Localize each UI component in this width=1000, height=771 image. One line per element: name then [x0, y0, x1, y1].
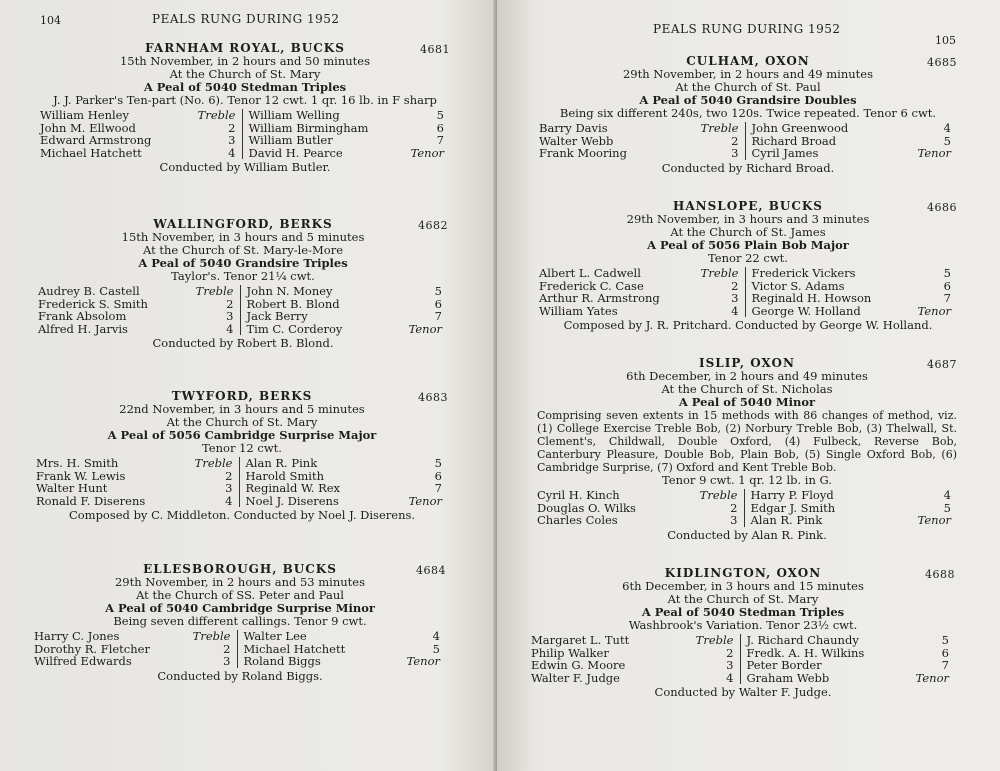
running-header: PEALS RUNG DURING 1952 — [653, 22, 841, 36]
peal-place: KIDLINGTON, OXON 4688 — [664, 566, 955, 581]
ringer-row: Frederick C. Case 2 — [539, 278, 739, 293]
peal-place: FARNHAM ROYAL, BUCKS 4681 — [145, 41, 450, 56]
ringer-row: Walter Lee 4 — [243, 629, 440, 643]
peal-entry — [38, 218, 448, 350]
peal-church: At the Church of St. Nicholas — [661, 382, 833, 396]
ringer-row: Margaret L. Tutt Treble — [531, 633, 734, 647]
ringer-row: David H. Pearce Tenor — [248, 145, 444, 160]
peal-conductor: Conducted by Alan R. Pink. — [667, 527, 827, 542]
running-header: PEALS RUNG DURING 1952 — [152, 12, 340, 26]
ringers-table — [531, 634, 955, 684]
peal-details: J. J. Parker's Ten-part (No. 6). Tenor 12 cwt. 1 qr. 16 lb. in F sharp — [53, 93, 437, 107]
peal-place: HANSLOPE, BUCKS 4686 — [673, 199, 957, 214]
peal-date: 15th November, in 2 hours and 50 minutes — [119, 54, 371, 68]
ringers-column-left — [539, 267, 745, 317]
ringer-row: Graham Webb Tenor — [746, 670, 949, 685]
ringer-row: Walter Hunt 3 — [36, 481, 233, 495]
ringer-row: Cyril H. Kinch Treble — [537, 488, 738, 502]
ringer-row: Wilfred Edwards 3 — [34, 654, 231, 668]
ringer-row: Harold Smith 6 — [245, 468, 442, 483]
ringer-row: Roland Biggs Tenor — [243, 654, 440, 668]
ringers-column-right — [237, 630, 447, 668]
peal-date: 6th December, in 3 hours and 15 minutes — [622, 579, 864, 593]
peal-details: Tenor 22 cwt. — [708, 251, 788, 265]
ringer-row: Charles Coles 3 — [537, 513, 738, 527]
peal-details: Being seven different callings. Tenor 9 cwt. — [113, 614, 367, 628]
ringer-row: William Birmingham 6 — [248, 120, 444, 135]
ringers-table — [36, 457, 448, 507]
ringer-row: Richard Broad 5 — [751, 133, 951, 148]
peal-details: Tenor 12 cwt. — [202, 441, 282, 455]
ringer-row: William Welling 5 — [248, 108, 444, 122]
ringers-column-left — [537, 489, 744, 527]
peal-entry — [539, 200, 957, 332]
ringers-column-left — [36, 457, 239, 507]
peal-date: 29th November, in 3 hours and 3 minutes — [626, 212, 870, 226]
ringers-column-right — [239, 457, 449, 507]
peal-church: At the Church of St. Mary — [169, 67, 321, 81]
ringers-column-right — [745, 122, 958, 160]
ringer-row: Reginald H. Howson 7 — [751, 291, 951, 305]
ringers-column-right — [240, 285, 449, 335]
ringers-column-right — [242, 109, 451, 159]
ringer-row: Alan R. Pink 5 — [245, 456, 442, 470]
peal-church: At the Church of St. James — [670, 225, 826, 239]
peal-method: A Peal of 5040 Cambridge Surprise Minor — [105, 601, 375, 615]
ringer-row: Dorothy R. Fletcher 2 — [34, 641, 231, 656]
peal-details: Being six different 240s, two 120s. Twice repeated. Tenor 6 cwt. — [559, 106, 937, 120]
peal-place: ISLIP, OXON 4687 — [699, 356, 957, 371]
ringer-row: Walter F. Judge 4 — [531, 670, 734, 685]
peal-date: 6th December, in 2 hours and 49 minutes — [626, 369, 868, 383]
peal-entry — [40, 42, 450, 174]
peal-details: Comprising seven extents in 15 methods with 86 changes of method, viz. (1) College Exercise Treble Bob, (2) Norbury Treble Bob, (3) Thelwall, St. Clement's, Childwall, Double Oxford, (4) Fulbeck, Reverse Bob, Canterbury Pleasure, Double Bob, Plain Bob, (5) Single Oxford Bob, (6) Cambridge Surprise, (7) Oxford and Kent Treble Bob. — [537, 409, 957, 474]
peal-conductor: Conducted by Roland Biggs. — [157, 668, 323, 683]
peal-conductor: Conducted by Robert B. Blond. — [152, 336, 334, 350]
peal-method: A Peal of 5056 Plain Bob Major — [647, 238, 849, 252]
ringers-column-right — [744, 489, 958, 527]
ringers-table — [539, 122, 957, 160]
peal-date: 22nd November, in 3 hours and 5 minutes — [119, 402, 365, 416]
ringer-row: Frank Mooring 3 — [539, 146, 739, 160]
peal-church: At the Church of St. Mary-le-More — [142, 243, 343, 257]
ringer-row: Victor S. Adams 6 — [751, 278, 951, 293]
peal-conductor: Composed by J. R. Pritchard. Conducted by George W. Holland. — [563, 318, 933, 332]
peal-method: A Peal of 5040 Grandsire Triples — [138, 256, 348, 270]
left-page — [0, 0, 497, 771]
ringer-row: Noel J. Diserens Tenor — [245, 493, 442, 508]
ringer-row: Edgar J. Smith 5 — [750, 500, 951, 515]
peal-church: At the Church of St. Mary — [667, 592, 819, 606]
peal-place: WALLINGFORD, BERKS 4682 — [153, 217, 448, 232]
ringer-row: Edward Armstrong 3 — [40, 133, 236, 147]
ringer-row: Frank Absolom 3 — [38, 309, 234, 323]
peal-number: 4685 — [927, 56, 957, 69]
peal-number: 4682 — [418, 219, 448, 232]
ringer-row: John N. Money 5 — [246, 284, 442, 298]
ringer-row: Harry P. Floyd 4 — [750, 488, 951, 502]
peal-method: A Peal of 5040 Stedman Triples — [641, 605, 845, 619]
ringer-row: Fredk. A. H. Wilkins 6 — [746, 645, 949, 660]
ringer-row: Arthur R. Armstrong 3 — [539, 291, 739, 305]
peal-details: Taylor's. Tenor 21¼ cwt. — [171, 269, 315, 283]
ringer-row: Barry Davis Treble — [539, 121, 739, 135]
ringers-column-right — [740, 634, 956, 684]
ringer-row: Edwin G. Moore 3 — [531, 658, 734, 672]
ringer-row: Michael Hatchett 5 — [243, 641, 440, 656]
ringer-row: J. Richard Chaundy 5 — [746, 633, 949, 647]
ringers-column-left — [38, 285, 240, 335]
ringers-table — [40, 109, 450, 159]
ringer-row: William Yates 4 — [539, 303, 739, 318]
peal-number: 4681 — [420, 43, 450, 56]
ringer-row: Douglas O. Wilks 2 — [537, 500, 738, 515]
ringer-row: Albert L. Cadwell Treble — [539, 266, 739, 280]
ringer-row: Robert B. Blond 6 — [246, 296, 442, 311]
ringer-row: Philip Walker 2 — [531, 645, 734, 660]
ringer-row: Alfred H. Jarvis 4 — [38, 321, 234, 336]
peal-entry — [34, 563, 446, 683]
ringers-column-left — [539, 122, 745, 160]
ringer-row: George W. Holland Tenor — [751, 303, 951, 318]
ringer-row: Jack Berry 7 — [246, 309, 442, 323]
ringer-row: Harry C. Jones Treble — [34, 629, 231, 643]
ringers-column-right — [745, 267, 958, 317]
ringers-table — [539, 267, 957, 317]
ringer-row: Frederick S. Smith 2 — [38, 296, 234, 311]
peal-number: 4684 — [416, 564, 446, 577]
ringer-row: Audrey B. Castell Treble — [38, 284, 234, 298]
peal-details: Washbrook's Variation. Tenor 23½ cwt. — [628, 618, 858, 632]
right-page — [497, 0, 1000, 771]
peal-number: 4683 — [418, 391, 448, 404]
peal-conductor: Conducted by Richard Broad. — [661, 160, 835, 175]
ringer-row: William Butler 7 — [248, 133, 444, 147]
peal-place: TWYFORD, BERKS 4683 — [171, 389, 448, 404]
peal-number: 4686 — [927, 201, 957, 214]
peal-conductor: Conducted by William Butler. — [159, 160, 331, 174]
peal-method: A Peal of 5040 Stedman Triples — [143, 80, 347, 94]
peal-place: ELLESBOROUGH, BUCKS 4684 — [143, 562, 446, 577]
ringer-row: Frank W. Lewis 2 — [36, 468, 233, 483]
ringers-table — [537, 489, 957, 527]
ringers-table — [38, 285, 448, 335]
peal-church: At the Church of St. Paul — [675, 80, 821, 94]
ringers-table — [34, 630, 446, 668]
ringer-row: William Henley Treble — [40, 108, 236, 122]
page-number: 104 — [40, 14, 61, 27]
ringer-row: Walter Webb 2 — [539, 133, 739, 148]
ringers-column-left — [531, 634, 740, 684]
peal-date: 29th November, in 2 hours and 49 minutes — [622, 67, 874, 81]
peal-date: 29th November, in 2 hours and 53 minutes — [114, 575, 366, 589]
peal-method: A Peal of 5056 Cambridge Surprise Major — [107, 428, 377, 442]
peal-entry — [36, 390, 448, 522]
peal-number: 4687 — [927, 358, 957, 371]
ringer-row: Mrs. H. Smith Treble — [36, 456, 233, 470]
peal-church: At the Church of SS. Peter and Paul — [136, 588, 344, 602]
ringer-row: Tim C. Corderoy Tenor — [246, 321, 442, 336]
ringers-column-left — [40, 109, 242, 159]
ringer-row: Frederick Vickers 5 — [751, 266, 951, 280]
peal-date: 15th November, in 3 hours and 5 minutes — [121, 230, 365, 244]
ringer-row: Ronald F. Diserens 4 — [36, 493, 233, 508]
peal-entry — [537, 357, 957, 542]
ringer-row: Alan R. Pink Tenor — [750, 513, 951, 527]
peal-entry — [531, 567, 955, 699]
peal-method: A Peal of 5040 Grandsire Doubles — [639, 93, 857, 107]
peal-conductor: Composed by C. Middleton. Conducted by Noel J. Diserens. — [68, 508, 416, 522]
peal-conductor: Conducted by Walter F. Judge. — [654, 685, 832, 699]
page-number: 105 — [935, 34, 956, 47]
peal-method: A Peal of 5040 Minor — [678, 395, 816, 409]
peal-church: At the Church of St. Mary — [166, 415, 318, 429]
peal-place: CULHAM, OXON 4685 — [686, 54, 957, 69]
ringer-row: Michael Hatchett 4 — [40, 145, 236, 160]
ringer-row: John M. Ellwood 2 — [40, 120, 236, 135]
ringer-row: Cyril James Tenor — [751, 146, 951, 160]
peal-entry — [539, 55, 957, 175]
peal-tenor: Tenor 9 cwt. 1 qr. 12 lb. in G. — [662, 473, 832, 487]
ringer-row: Reginald W. Rex 7 — [245, 481, 442, 495]
ringer-row: Peter Border 7 — [746, 658, 949, 672]
ringer-row: John Greenwood 4 — [751, 121, 951, 135]
ringers-column-left — [34, 630, 237, 668]
peal-number: 4688 — [925, 568, 955, 581]
